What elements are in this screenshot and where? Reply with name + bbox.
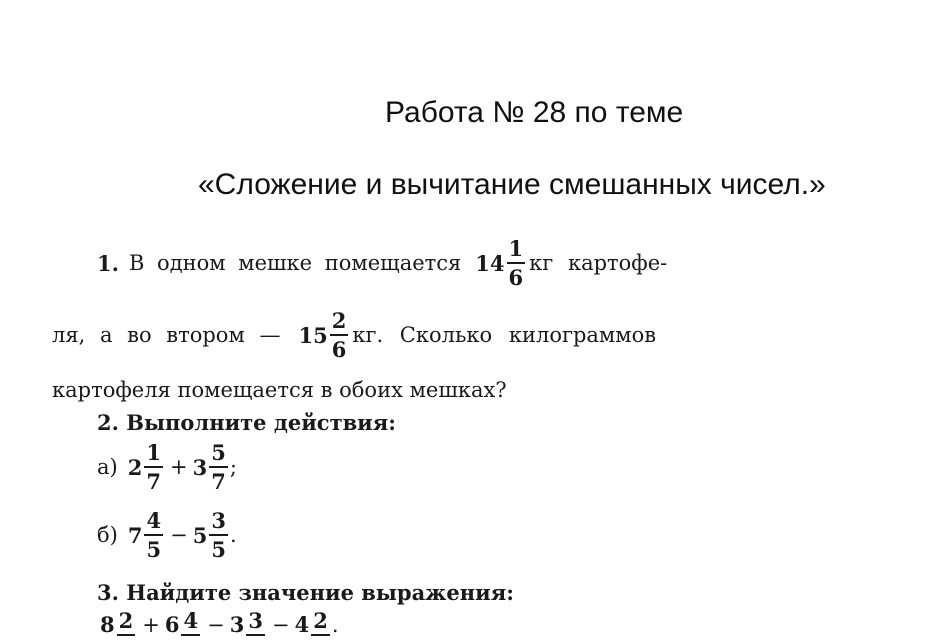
fraction-bar bbox=[330, 334, 349, 336]
fraction-numerator: 4 bbox=[183, 608, 199, 633]
fraction-numerator: 4 bbox=[146, 508, 162, 533]
fraction-bar bbox=[117, 634, 136, 636]
operator: − bbox=[207, 612, 225, 637]
fraction bbox=[246, 610, 265, 639]
fraction-denominator: 7 bbox=[146, 469, 161, 494]
title-line-2: «Сложение и вычитание смешанных чисел.» bbox=[198, 168, 826, 201]
title-line-1: Работа № 28 по теме bbox=[385, 96, 684, 129]
fraction bbox=[507, 238, 526, 288]
mixed-number-whole: 8 bbox=[100, 612, 115, 637]
task3-heading: 3. Найдите значение выражения: bbox=[97, 580, 514, 605]
fraction bbox=[209, 510, 228, 560]
operator: + bbox=[142, 612, 160, 637]
fraction-bar bbox=[144, 466, 163, 468]
fraction bbox=[181, 610, 200, 639]
fraction-numerator: 2 bbox=[331, 308, 347, 333]
mixed-number-whole: 4 bbox=[294, 612, 310, 637]
punctuation: ; bbox=[229, 455, 237, 479]
mixed-number-whole: 3 bbox=[192, 454, 208, 480]
task2-item-a bbox=[97, 442, 237, 492]
operator: − bbox=[271, 612, 290, 637]
fraction-denominator: 5 bbox=[146, 537, 162, 562]
fraction-numerator: 2 bbox=[118, 608, 134, 633]
operator: + bbox=[169, 455, 188, 479]
item-label: а) bbox=[97, 455, 118, 479]
fraction bbox=[330, 310, 349, 360]
fraction-numerator: 3 bbox=[211, 508, 226, 533]
fraction-numerator: 1 bbox=[146, 440, 161, 465]
task3-expression bbox=[100, 610, 339, 639]
fraction-denominator: 5 bbox=[211, 537, 226, 562]
mixed-number-whole: 15 bbox=[298, 322, 328, 348]
fraction bbox=[117, 610, 136, 639]
mixed-number-whole: 7 bbox=[127, 522, 143, 548]
fraction-bar bbox=[181, 634, 200, 636]
task1-line-1 bbox=[97, 238, 667, 288]
fraction-numerator: 3 bbox=[248, 608, 263, 633]
operator: − bbox=[170, 523, 188, 547]
task1-text-d: кг. Сколько килограммов bbox=[352, 323, 657, 347]
mixed-number-whole: 14 bbox=[475, 250, 505, 276]
fraction-denominator: 7 bbox=[211, 469, 226, 494]
fraction bbox=[144, 510, 163, 560]
mixed-number-whole: 5 bbox=[192, 522, 208, 548]
fraction-numerator: 5 bbox=[211, 440, 226, 465]
fraction-bar bbox=[246, 634, 265, 636]
task1-line-2 bbox=[52, 310, 656, 360]
task1-text-b: кг картофе- bbox=[529, 251, 668, 275]
fraction-bar bbox=[209, 534, 228, 536]
task2-item-b bbox=[97, 510, 237, 560]
item-label: б) bbox=[97, 523, 118, 547]
fraction bbox=[144, 442, 163, 492]
task1-number: 1. bbox=[97, 250, 119, 276]
fraction-numerator: 1 bbox=[508, 236, 524, 261]
fraction-numerator: 2 bbox=[313, 608, 328, 633]
mixed-number-whole: 6 bbox=[164, 612, 180, 637]
fraction-denominator: 6 bbox=[508, 265, 524, 290]
fraction-bar bbox=[209, 466, 228, 468]
punctuation: . bbox=[229, 523, 237, 547]
task1-line-3: картофеля помещается в обоих мешках? bbox=[52, 378, 507, 402]
fraction bbox=[311, 610, 330, 639]
task2-heading: 2. Выполните действия: bbox=[97, 410, 397, 435]
fraction-bar bbox=[144, 534, 163, 536]
task1-text-c: ля, а во втором — bbox=[52, 323, 281, 347]
mixed-number-whole: 2 bbox=[127, 454, 143, 480]
task1-text-a: В одном мешке помещается bbox=[128, 251, 462, 275]
fraction-bar bbox=[311, 634, 330, 636]
punctuation: . bbox=[331, 612, 339, 637]
fraction bbox=[209, 442, 228, 492]
fraction-denominator: 6 bbox=[331, 337, 347, 362]
fraction-bar bbox=[507, 262, 526, 264]
mixed-number-whole: 3 bbox=[229, 612, 245, 637]
